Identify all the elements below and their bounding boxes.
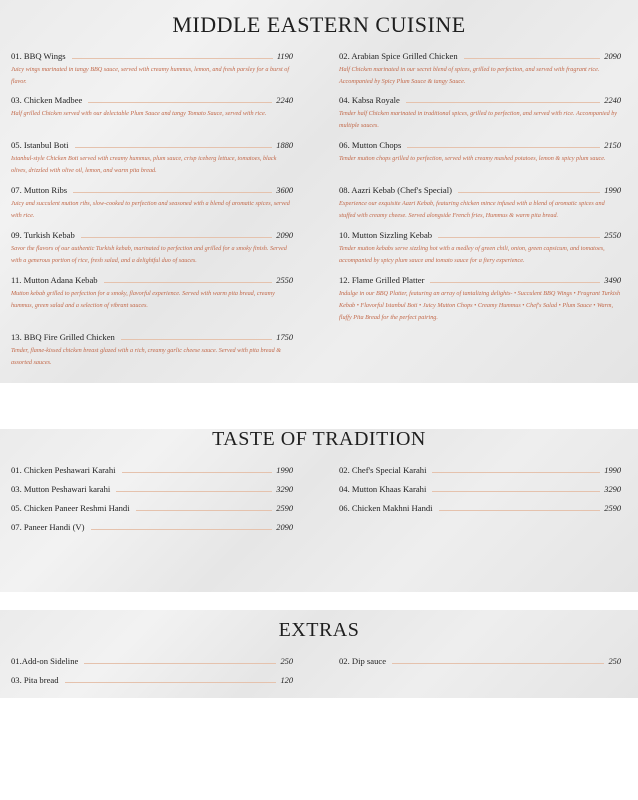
- leader-line: [430, 282, 600, 283]
- item-description: Indulge in our BBQ Platter, featuring an array of tantalizing delights- • Succulent BBQ Wings • Fragrant Turkish Kebab • Flavorful Istanbul Boti • Juicy Mutton Chops • Creamy Hummus • Chef's Salad • Plum Sauce • Warm, fluffy Pita Bread for the perfect pairing.: [339, 290, 621, 321]
- item-description: Savor the flavors of our authentic Turkish kebab, marinated to perfection and grilled for a smoky finish. Served with a generous portion of rice, fresh salad, and a delightful duo of sauces.: [11, 245, 287, 264]
- leader-line: [432, 491, 600, 492]
- item-price: 1990: [604, 186, 621, 195]
- menu-item-kabsa-royale: [339, 94, 621, 132]
- item-price: 3290: [276, 485, 293, 494]
- section-title-extras: EXTRAS: [278, 619, 360, 641]
- item-name: 06. Chicken Makhni Handi: [339, 503, 433, 513]
- item-name: 02. Arabian Spice Grilled Chicken: [339, 51, 458, 61]
- item-name: 05. Chicken Paneer Reshmi Handi: [11, 503, 130, 513]
- item-name: 01.Add-on Sideline: [11, 656, 79, 666]
- item-price: 2550: [276, 276, 293, 285]
- menu-item-arabian-spice-chicken: [339, 50, 621, 88]
- item-description: Half grilled Chicken served with our delectable Plum Sauce and tangy Tomato Sauce, served with rice.: [11, 110, 267, 117]
- item-price: 2590: [276, 504, 293, 513]
- item-price: 2090: [604, 52, 621, 61]
- item-price: 1990: [604, 466, 621, 475]
- leader-line: [458, 192, 600, 193]
- leader-line: [81, 237, 273, 238]
- item-name: 05. Istanbul Boti: [11, 140, 69, 150]
- menu-item-mutton-chops: [339, 139, 621, 165]
- leader-line: [88, 102, 272, 103]
- leader-line: [432, 472, 600, 473]
- menu-item-add-on-sideline: [11, 655, 293, 667]
- menu-item-mutton-ribs: [11, 184, 293, 222]
- menu-item-chicken-paneer-reshmi-handi: [11, 502, 293, 514]
- item-name: 01. Chicken Peshawari Karahi: [11, 465, 116, 475]
- item-price: 3290: [604, 485, 621, 494]
- menu-item-chicken-makhni-handi: [339, 502, 621, 514]
- item-name: 12. Flame Grilled Platter: [339, 275, 425, 285]
- item-description: Experience our exquisite Aazri Kebab, featuring chicken mince infused with a blend of aromatic spices and stuffed with creamy cheese. Served alongside French fries, Hummus & warm pita bread.: [339, 200, 605, 219]
- item-name: 11. Mutton Adana Kebab: [11, 275, 98, 285]
- item-description: Juicy and succulent mutton ribs, slow-cooked to perfection and seasoned with a blend of aromatic spices, served with rice.: [11, 200, 290, 219]
- item-description: Juicy wings marinated in tangy BBQ sauce, served with creamy hummus, lemon, and fresh parsley for a burst of flavor.: [11, 66, 290, 85]
- menu-item-mutton-adana-kebab: [11, 274, 293, 312]
- leader-line: [392, 663, 604, 664]
- menu-item-chicken-peshawari-karahi: [11, 464, 293, 476]
- item-description: Mutton kebab grilled to perfection for a smoky, flavorful experience. Served with warm pita bread, creamy hummus, green salad and a selection of vibrant sauces.: [11, 290, 275, 309]
- leader-line: [75, 147, 273, 148]
- menu-item-aazri-kebab: [339, 184, 621, 222]
- item-name: 09. Turkish Kebab: [11, 230, 75, 240]
- item-description: Istanbul-style Chicken Boti served with creamy hummus, plum sauce, crisp iceberg lettuce, tomatoes, black olives, drizzled with olive oil, lemon, and warm pita bread.: [11, 155, 277, 174]
- menu-item-bbq-wings: [11, 50, 293, 88]
- leader-line: [438, 237, 600, 238]
- item-description: Tender mutton chops grilled to perfection, served with creamy mashed potatoes, lemon & spicy plum sauce.: [339, 155, 606, 162]
- item-price: 1990: [276, 466, 293, 475]
- item-name: 03. Mutton Peshawari karahi: [11, 484, 111, 494]
- leader-line: [104, 282, 273, 283]
- leader-line: [121, 339, 272, 340]
- menu-item-paneer-handi: [11, 521, 293, 533]
- item-price: 2590: [604, 504, 621, 513]
- item-price: 250: [608, 657, 621, 666]
- menu-item-chefs-special-karahi: [339, 464, 621, 476]
- item-price: 2240: [276, 96, 293, 105]
- item-name: 03. Chicken Madbee: [11, 95, 83, 105]
- menu-item-pita-bread: [11, 674, 293, 686]
- item-name: 06. Mutton Chops: [339, 140, 402, 150]
- menu-item-mutton-khaas-karahi: [339, 483, 621, 495]
- menu-item-chicken-madbee: [11, 94, 293, 120]
- item-price: 3600: [276, 186, 293, 195]
- menu-item-bbq-fire-grilled-chicken: [11, 331, 293, 369]
- item-name: 07. Mutton Ribs: [11, 185, 68, 195]
- menu-item-mutton-peshawari-karahi: [11, 483, 293, 495]
- item-description: Tender half Chicken marinated in traditional spices, grilled to perfection, and served with rice. Accompanied by multiple sauces.: [339, 110, 618, 129]
- item-price: 3490: [604, 276, 621, 285]
- item-price: 2090: [276, 523, 293, 532]
- menu-item-turkish-kebab: [11, 229, 293, 267]
- leader-line: [464, 58, 601, 59]
- leader-line: [72, 58, 273, 59]
- item-name: 01. BBQ Wings: [11, 51, 66, 61]
- leader-line: [122, 472, 273, 473]
- item-price: 2240: [604, 96, 621, 105]
- item-name: 03. Pita bread: [11, 675, 59, 685]
- item-description: Tender, flame-kissed chicken breast glazed with a rich, creamy garlic cheese sauce. Served with pita bread & assorted sauces.: [11, 347, 282, 366]
- leader-line: [407, 147, 600, 148]
- item-description: Tender mutton kebabs serve sizzling hot with a medley of green chili, onion, green capsicum, and tomatoes, accompanied by spicy plum sauce and tomato sauce for a fiery experience.: [339, 245, 605, 264]
- leader-line: [439, 510, 601, 511]
- item-name: 02. Chef's Special Karahi: [339, 465, 427, 475]
- item-name: 04. Kabsa Royale: [339, 95, 400, 105]
- item-name: 07. Paneer Handi (V): [11, 522, 85, 532]
- item-price: 1880: [276, 141, 293, 150]
- item-price: 120: [280, 676, 293, 685]
- item-name: 08. Aazri Kebab (Chef's Special): [339, 185, 452, 195]
- leader-line: [136, 510, 273, 511]
- item-description: Half Chicken marinated in our secret blend of spices, grilled to perfection, and served with fragrant rice. Accompanied by Spicy Plum Sauce & tangy Sauce.: [339, 66, 600, 85]
- section-title-taste-of-tradition: TASTE OF TRADITION: [212, 428, 426, 450]
- item-name: 02. Dip sauce: [339, 656, 387, 666]
- menu-item-flame-grilled-platter: [339, 274, 621, 324]
- item-price: 250: [280, 657, 293, 666]
- leader-line: [84, 663, 276, 664]
- leader-line: [406, 102, 600, 103]
- menu-item-istanbul-boti: [11, 139, 293, 177]
- item-price: 2550: [604, 231, 621, 240]
- item-price: 1750: [276, 333, 293, 342]
- section-title-middle-eastern: MIDDLE EASTERN CUISINE: [172, 12, 466, 37]
- leader-line: [116, 491, 272, 492]
- item-price: 2150: [604, 141, 621, 150]
- menu-item-mutton-sizzling-kebab: [339, 229, 621, 267]
- leader-line: [65, 682, 277, 683]
- item-name: 13. BBQ Fire Grilled Chicken: [11, 332, 115, 342]
- menu-item-dip-sauce: [339, 655, 621, 667]
- leader-line: [73, 192, 272, 193]
- leader-line: [91, 529, 273, 530]
- item-name: 04. Mutton Khaas Karahi: [339, 484, 427, 494]
- item-price: 2090: [276, 231, 293, 240]
- item-price: 1190: [276, 52, 293, 61]
- item-name: 10. Mutton Sizzling Kebab: [339, 230, 433, 240]
